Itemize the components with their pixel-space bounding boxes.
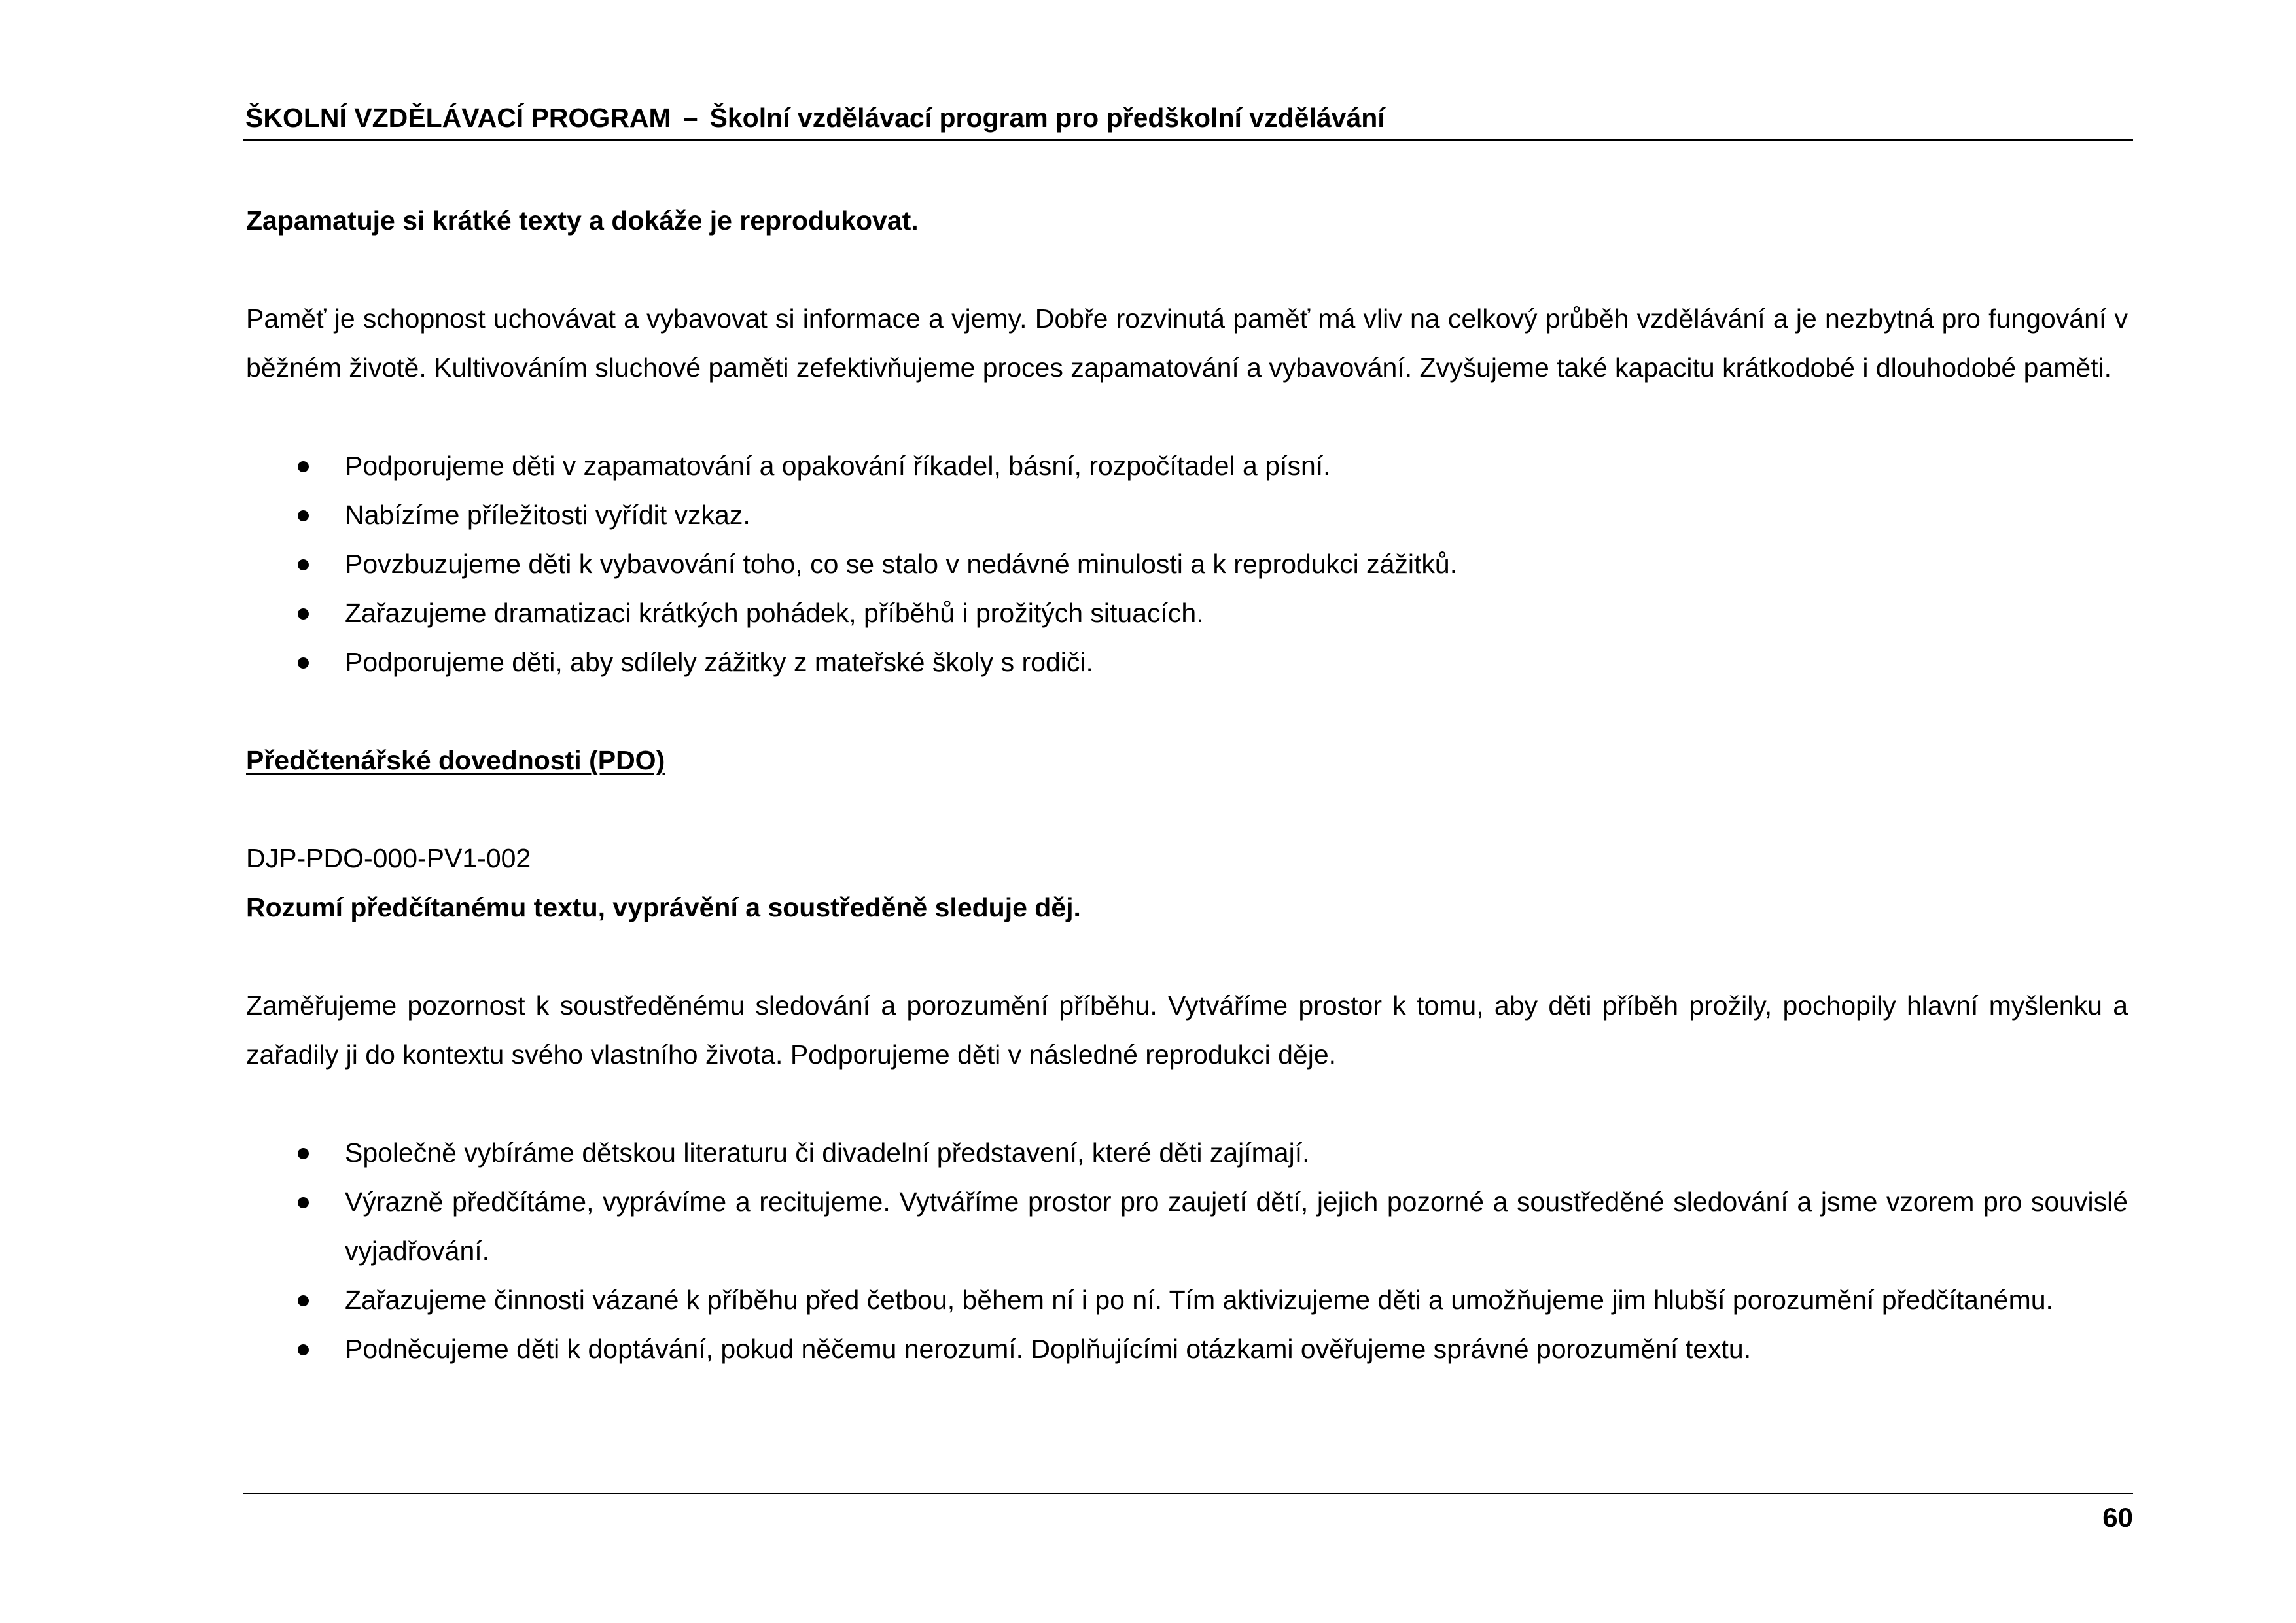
spacer <box>246 1079 2128 1128</box>
list-item-text: Zařazujeme dramatizaci krátkých pohádek, příběhů i prožitých situacích. <box>345 598 1204 628</box>
list-item <box>246 1325 2128 1374</box>
list-item-text: Nabízíme příležitosti vyřídit vzkaz. <box>345 500 751 530</box>
list-item <box>246 1178 2128 1276</box>
list-item-text: Podněcujeme děti k doptávání, pokud něčemu nerozumí. Doplňujícími otázkami ověřujeme správné porozumění textu. <box>345 1334 1752 1364</box>
bullet-icon <box>298 608 309 620</box>
list-item-text: Podporujeme děti, aby sdílely zážitky z mateřské školy s rodiči. <box>345 647 1093 677</box>
memory-heading: Zapamatuje si krátké texty a dokáže je reprodukovat. <box>246 205 919 236</box>
list-item-text: Společně vybíráme dětskou literaturu či divadelní představení, které děti zajímají. <box>345 1138 1310 1168</box>
page-number: 60 <box>2102 1502 2133 1533</box>
list-item <box>246 1128 2128 1178</box>
bullet-icon <box>298 1344 309 1355</box>
list-item <box>246 491 2128 540</box>
bullet-icon <box>298 559 309 570</box>
list-item-text: Podporujeme děti v zapamatování a opakování říkadel, básní, rozpočítadel a písní. <box>345 451 1331 481</box>
spacer <box>246 932 2128 981</box>
header-rule <box>243 139 2133 141</box>
bullet-icon <box>298 510 309 521</box>
page-header <box>245 98 2133 137</box>
list-item <box>246 589 2128 638</box>
bullet-icon <box>298 657 309 669</box>
footer-rule <box>243 1493 2133 1494</box>
memory-paragraph: Paměť je schopnost uchovávat a vybavovat si informace a vjemy. Dobře rozvinutá paměť má vliv na celkový průběh vzdělávání a je nezbytná pro fungování v běžném životě. Kultivováním sluchové paměti zefektivňujeme proces zapamatování a vybavování. Zvyšujeme také kapacitu krátkodobé i dlouhodobé paměti. <box>246 304 2128 383</box>
spacer <box>246 393 2128 442</box>
bullet-icon <box>298 1148 309 1159</box>
spacer <box>246 785 2128 834</box>
list-item <box>246 442 2128 491</box>
list-item-text: Povzbuzujeme děti k vybavování toho, co se stalo v nedávné minulosti a k reprodukci zážitků. <box>345 549 1458 579</box>
spacer <box>246 687 2128 736</box>
list-item <box>246 1276 2128 1325</box>
memory-bullet-list <box>246 442 2128 687</box>
list-item <box>246 638 2128 687</box>
spacer <box>246 245 2128 294</box>
pdo-code: DJP-PDO-000-PV1-002 <box>246 843 531 873</box>
pdo-section-title: Předčtenářské dovednosti (PDO) <box>246 745 665 775</box>
bullet-icon <box>298 1295 309 1306</box>
pdo-bullet-list <box>246 1128 2128 1374</box>
header-separator: – <box>682 103 698 133</box>
page-content <box>246 196 2128 1374</box>
pdo-heading: Rozumí předčítanému textu, vyprávění a soustředěně sleduje děj. <box>246 892 1081 922</box>
bullet-icon <box>298 461 309 472</box>
program-title: Školní vzdělávací program pro předškolní vzdělávání <box>709 103 1385 133</box>
list-item-text: Výrazně předčítáme, vyprávíme a recitujeme. Vytváříme prostor pro zaujetí dětí, jejich pozorné a soustředěné sledování a jsme vzorem pro souvislé vyjadřování. <box>345 1187 2128 1266</box>
program-label: ŠKOLNÍ VZDĚLÁVACÍ PROGRAM <box>245 103 671 133</box>
list-item-text: Zařazujeme činnosti vázané k příběhu před četbou, během ní i po ní. Tím aktivizujeme děti a umožňujeme jim hlubší porozumění předčítanému. <box>345 1285 2053 1315</box>
bullet-icon <box>298 1197 309 1208</box>
list-item <box>246 540 2128 589</box>
pdo-paragraph: Zaměřujeme pozornost k soustředěnému sledování a porozumění příběhu. Vytváříme prostor k tomu, aby děti příběh prožily, pochopily hlavní myšlenku a zařadily ji do kontextu svého vlastního života. Podporujeme děti v následné reprodukci děje. <box>246 990 2128 1070</box>
